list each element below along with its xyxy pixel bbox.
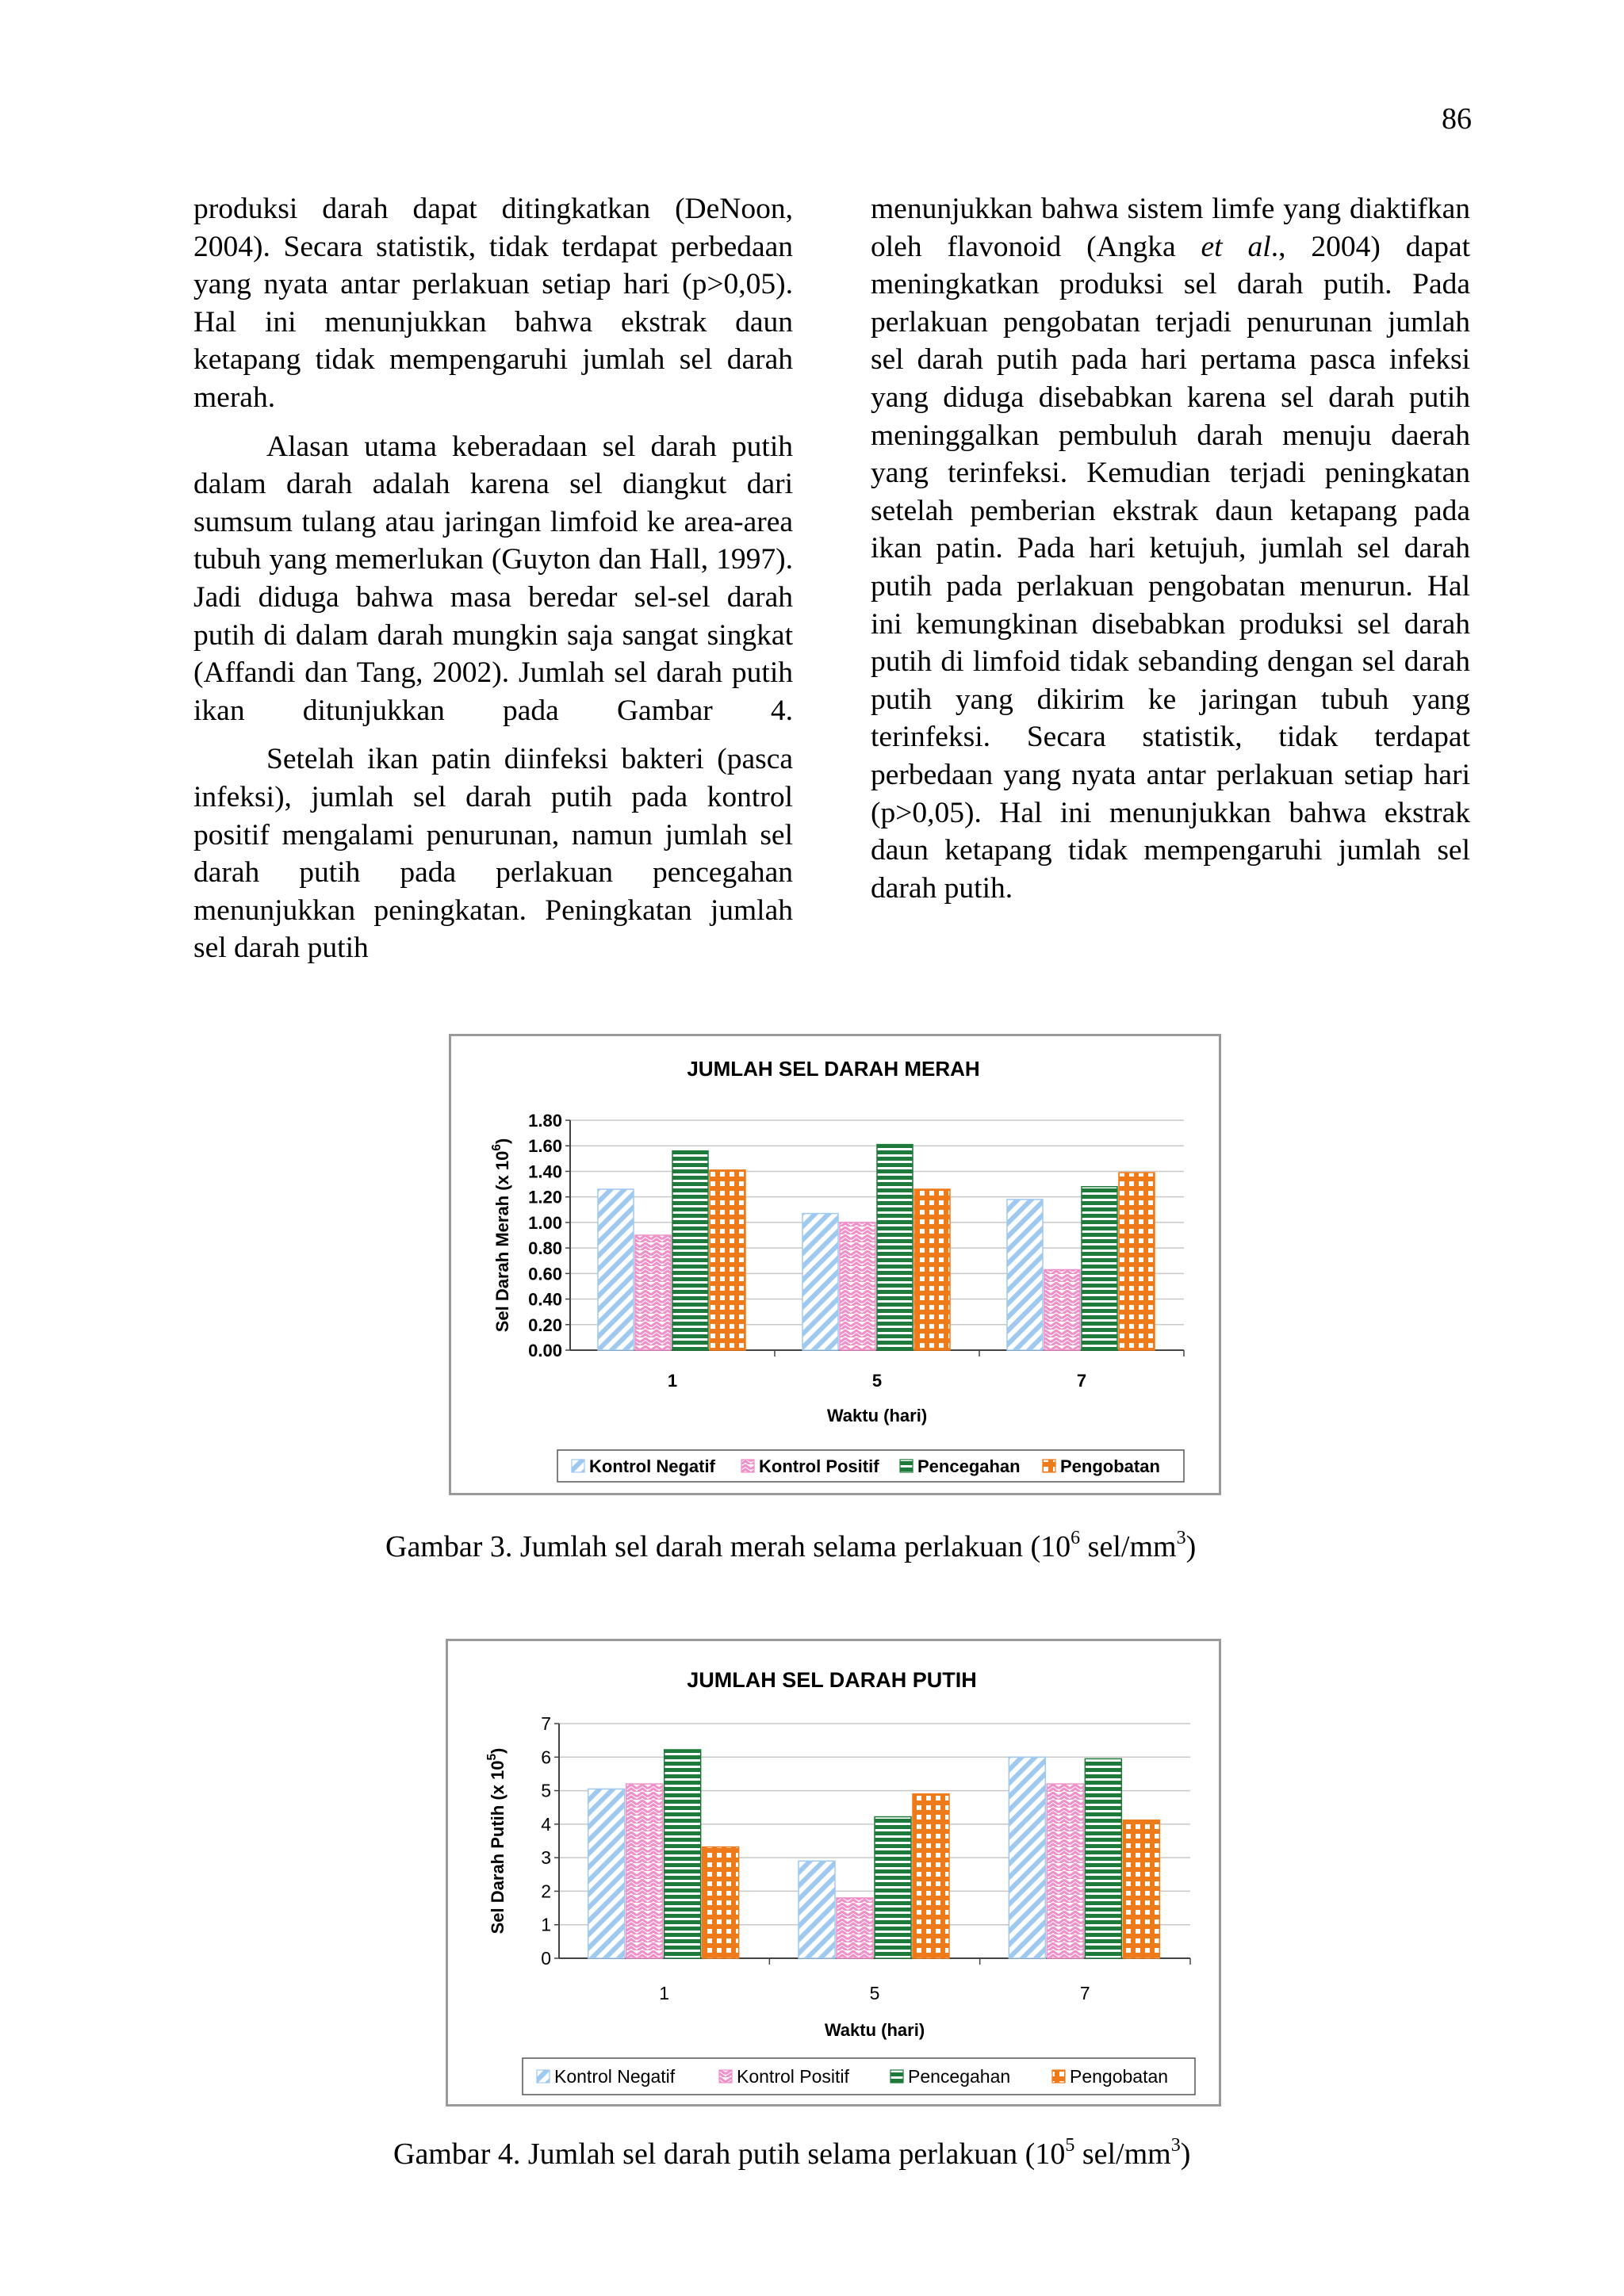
bar-pengobatan-1 — [703, 1847, 739, 1958]
y-tick-label: 0.80 — [528, 1238, 562, 1259]
bar-kontrol-negatif-5 — [799, 1861, 835, 1958]
bar-kontrol-negatif-7 — [1007, 1200, 1043, 1350]
bar-pengobatan-5 — [913, 1794, 949, 1958]
caption-text: ) — [1185, 1530, 1197, 1563]
legend-label: Kontrol Positif — [737, 2066, 849, 2087]
y-tick-label: 4 — [541, 1813, 551, 1835]
y-tick-label: 1.40 — [528, 1161, 562, 1182]
bar-kontrol-positif-7 — [1044, 1270, 1080, 1351]
chart-title: JUMLAH SEL DARAH MERAH — [687, 1057, 980, 1081]
y-tick-label: 0.40 — [528, 1289, 562, 1310]
bar-pencegahan-5 — [875, 1817, 911, 1958]
bar-pengobatan-1 — [710, 1170, 745, 1350]
legend-swatch-kontrol-negatif — [537, 2070, 550, 2083]
legend-label: Kontrol Negatif — [589, 1456, 715, 1476]
legend-label: Pengobatan — [1060, 1456, 1160, 1476]
bar-kontrol-negatif-1 — [588, 1789, 625, 1958]
y-axis-label-superscript: 5 — [485, 1753, 499, 1761]
x-tick-label: 5 — [871, 1371, 883, 1391]
y-tick-label: 7 — [541, 1713, 551, 1734]
chart-white-blood-cells — [446, 1639, 1221, 2107]
chart-red-blood-cells — [449, 1034, 1221, 1495]
caption-text: ) — [1180, 2137, 1191, 2171]
bar-pencegahan-1 — [665, 1750, 701, 1958]
bar-kontrol-negatif-1 — [598, 1189, 634, 1350]
y-tick-label: 1 — [541, 1914, 551, 1935]
x-axis-label: Waktu (hari) — [824, 2020, 925, 2040]
left-column — [193, 190, 793, 967]
right-column — [871, 190, 1470, 907]
y-tick-label: 0.60 — [528, 1264, 562, 1284]
y-axis-label-superscript: 6 — [490, 1144, 504, 1151]
bar-kontrol-negatif-5 — [802, 1214, 838, 1350]
paragraph: Alasan utama keberadaan sel darah putih dalam darah adalah karena sel diangkut dari sumsum tulang atau jaringan limfoid ke area-area tubuh yang memerlukan (Guyton dan Hall, 1997). Jadi diduga bahwa masa beredar sel-sel darah putih di dalam darah mungkin saja sangat singkat (Affandi dan Tang, 2002). Jumlah sel darah putih ikan ditunjukkan pada Gambar 4. — [193, 430, 793, 727]
bar-pencegahan-7 — [1085, 1758, 1121, 1958]
italic-text: et al — [1201, 230, 1271, 263]
y-axis-label-text: ) — [492, 1138, 512, 1145]
y-tick-label: 0.20 — [528, 1314, 562, 1335]
bar-kontrol-positif-5 — [837, 1898, 873, 1958]
caption-superscript: 5 — [1065, 2135, 1075, 2156]
paragraph — [871, 190, 1470, 907]
text-segment: menunjukkan bahwa sistem limfe yang diaktifkan oleh flavonoid (Angka — [871, 193, 1470, 263]
y-tick-label: 1.00 — [528, 1212, 562, 1233]
bar-pencegahan-7 — [1082, 1187, 1117, 1350]
x-axis-label: Waktu (hari) — [826, 1406, 928, 1425]
x-tick-label: 7 — [1079, 1983, 1090, 2003]
x-tick-label: 1 — [667, 1371, 678, 1391]
bar-kontrol-positif-1 — [635, 1235, 671, 1350]
legend-swatch-kontrol-negatif — [572, 1460, 584, 1472]
legend-label: Kontrol Negatif — [554, 2066, 676, 2087]
chart-title: JUMLAH SEL DARAH PUTIH — [687, 1668, 977, 1692]
y-tick-label: 0 — [541, 1948, 551, 1969]
page-number: 86 — [1442, 102, 1472, 136]
caption-text: Gambar 3. Jumlah sel darah merah selama perlakuan (10 — [385, 1530, 1071, 1563]
y-tick-label: 0.00 — [528, 1341, 562, 1360]
y-axis-label-text: Sel Darah Putih (x 10 — [488, 1760, 508, 1934]
bar-pengobatan-5 — [914, 1189, 950, 1350]
caption-text: Gambar 4. Jumlah sel darah putih selama perlakuan (10 — [393, 2137, 1066, 2171]
y-tick-label: 1.80 — [528, 1111, 562, 1131]
chart-svg — [448, 1641, 1219, 2104]
legend-swatch-pengobatan — [1052, 2070, 1065, 2083]
legend-label: Kontrol Positif — [759, 1456, 879, 1476]
caption-superscript: 6 — [1071, 1528, 1081, 1548]
legend-label: Pencegahan — [908, 2066, 1011, 2087]
caption-superscript: 3 — [1170, 2135, 1181, 2156]
y-tick-label: 1.60 — [528, 1136, 562, 1157]
chart-svg — [451, 1036, 1219, 1493]
bar-kontrol-positif-7 — [1047, 1784, 1083, 1958]
legend-swatch-pengobatan — [1043, 1460, 1055, 1472]
bar-pengobatan-7 — [1123, 1820, 1159, 1958]
legend-label: Pencegahan — [917, 1456, 1021, 1476]
bar-pengobatan-7 — [1119, 1173, 1155, 1350]
caption-text: sel/mm — [1074, 2137, 1171, 2171]
y-axis-label-text: ) — [488, 1747, 508, 1754]
x-tick-label: 5 — [869, 1983, 880, 2003]
bar-kontrol-negatif-7 — [1009, 1757, 1045, 1958]
x-tick-label: 7 — [1076, 1371, 1087, 1391]
caption-text: sel/mm — [1080, 1530, 1177, 1563]
text-segment: ., 2004) dapat meningkatkan produksi sel darah putih. Pada perlakuan pengobatan terjadi penurunan jumlah sel darah putih pada hari pertama pasca infeksi yang diduga disebabkan karena sel darah putih meninggalkan pembuluh darah menuju daerah yang terinfeksi. Kemudian terjadi peningkatan setelah pemberian ekstrak daun ketapang pada ikan patin. Pada hari ketujuh, jumlah sel darah putih pada perlakuan pengobatan menurun. Hal ini kemungkinan disebabkan produksi sel darah putih di limfoid tidak sebanding dengan sel darah putih yang dikirim ke jaringan tubuh yang terinfeksi. Secara statistik, tidak terdapat perbedaan yang nyata antar perlakuan setiap hari (p>0,05). Hal ini menunjukkan bahwa ekstrak daun ketapang tidak mempengaruhi jumlah sel darah putih. — [871, 230, 1471, 905]
bar-pencegahan-5 — [877, 1145, 913, 1350]
y-axis-label — [490, 1138, 512, 1333]
y-tick-label: 2 — [541, 1881, 551, 1902]
legend-swatch-kontrol-positif — [719, 2070, 732, 2083]
bar-pencegahan-1 — [672, 1151, 708, 1350]
legend-label: Pengobatan — [1070, 2066, 1169, 2087]
x-tick-label: 1 — [659, 1983, 670, 2003]
paragraph: produksi darah dapat ditingkatkan (DeNoon, 2004). Secara statistik, tidak terdapat perbedaan yang nyata antar perlakuan setiap hari (p>0,05). Hal ini menunjukkan bahwa ekstrak daun ketapang tidak mempengaruhi jumlah sel darah merah. — [193, 193, 793, 414]
paragraph: Setelah ikan patin diinfeksi bakteri (pasca infeksi), jumlah sel darah putih pada kontrol positif mengalami penurunan, namun jumlah sel darah putih pada perlakuan pencegahan menunjukkan peningkatan. Peningkatan jumlah sel darah putih — [193, 743, 793, 965]
y-tick-label: 1.20 — [528, 1187, 562, 1207]
y-tick-label: 6 — [541, 1747, 551, 1768]
y-axis-label — [485, 1748, 508, 1934]
y-axis-label-text: Sel Darah Merah (x 10 — [492, 1150, 512, 1333]
legend-swatch-pencegahan — [900, 1460, 913, 1472]
y-tick-label: 5 — [541, 1780, 551, 1801]
figure-4-caption — [393, 2137, 1190, 2172]
bar-kontrol-positif-1 — [626, 1784, 663, 1958]
legend-swatch-kontrol-positif — [741, 1460, 754, 1472]
y-tick-label: 3 — [541, 1847, 551, 1869]
figure-3-caption — [385, 1529, 1196, 1564]
bar-kontrol-positif-5 — [840, 1223, 875, 1350]
legend-swatch-pencegahan — [891, 2070, 903, 2083]
caption-superscript: 3 — [1176, 1528, 1186, 1548]
